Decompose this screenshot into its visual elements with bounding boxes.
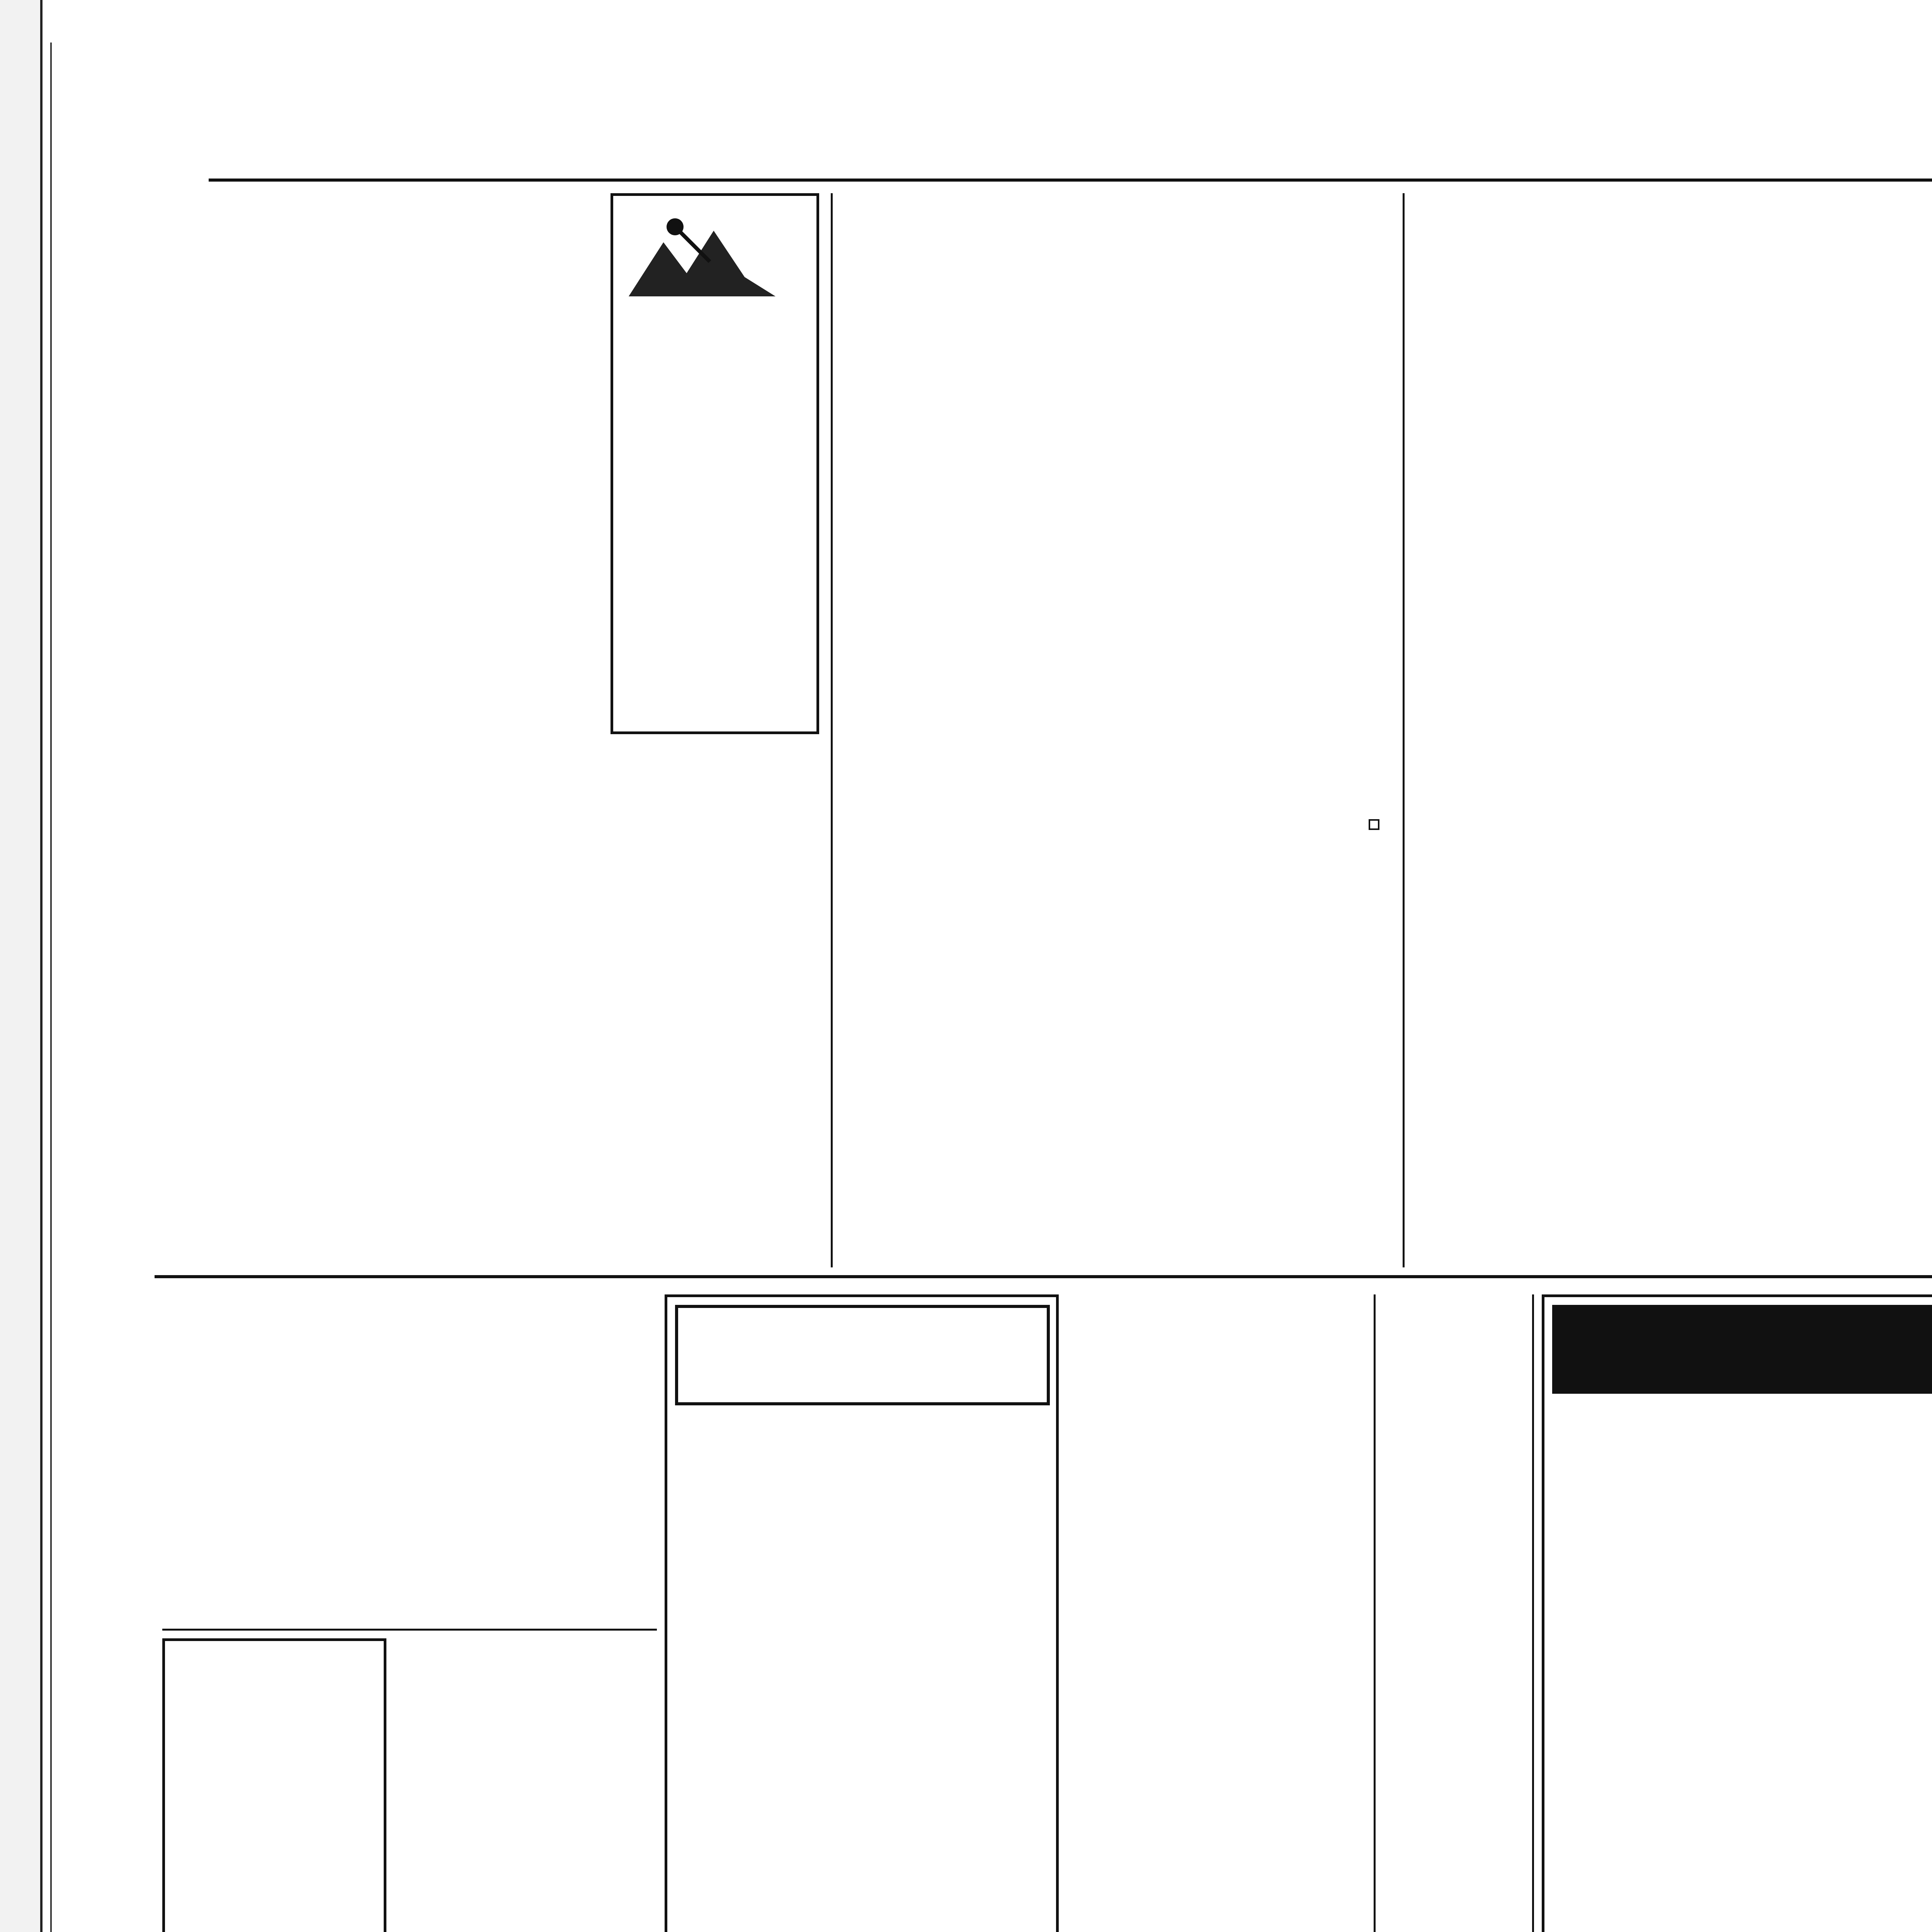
masthead — [209, 124, 1932, 182]
left-margin-strip — [0, 0, 43, 1932]
officers-list — [162, 1294, 657, 1631]
lekiu-banner — [1552, 1305, 1932, 1394]
trans-nation-name-cn — [675, 1305, 1050, 1405]
ad-changchun — [1383, 1294, 1534, 1932]
ad-meisheng — [162, 1638, 386, 1932]
section-divider — [155, 1275, 1932, 1278]
column-note — [1369, 819, 1379, 830]
swordsman-illustration-icon — [621, 207, 783, 308]
officers-list-2 — [394, 1638, 657, 1932]
divider — [831, 193, 833, 1267]
column-section — [842, 193, 1395, 1267]
ad-travel — [1066, 1294, 1376, 1932]
ad-lekiu — [1542, 1294, 1932, 1932]
editorial-section — [1414, 193, 1932, 1267]
serial-title-box — [611, 193, 819, 734]
divider — [1403, 193, 1405, 1267]
ad-trans-nation — [665, 1294, 1059, 1932]
serial-section — [162, 193, 819, 1267]
